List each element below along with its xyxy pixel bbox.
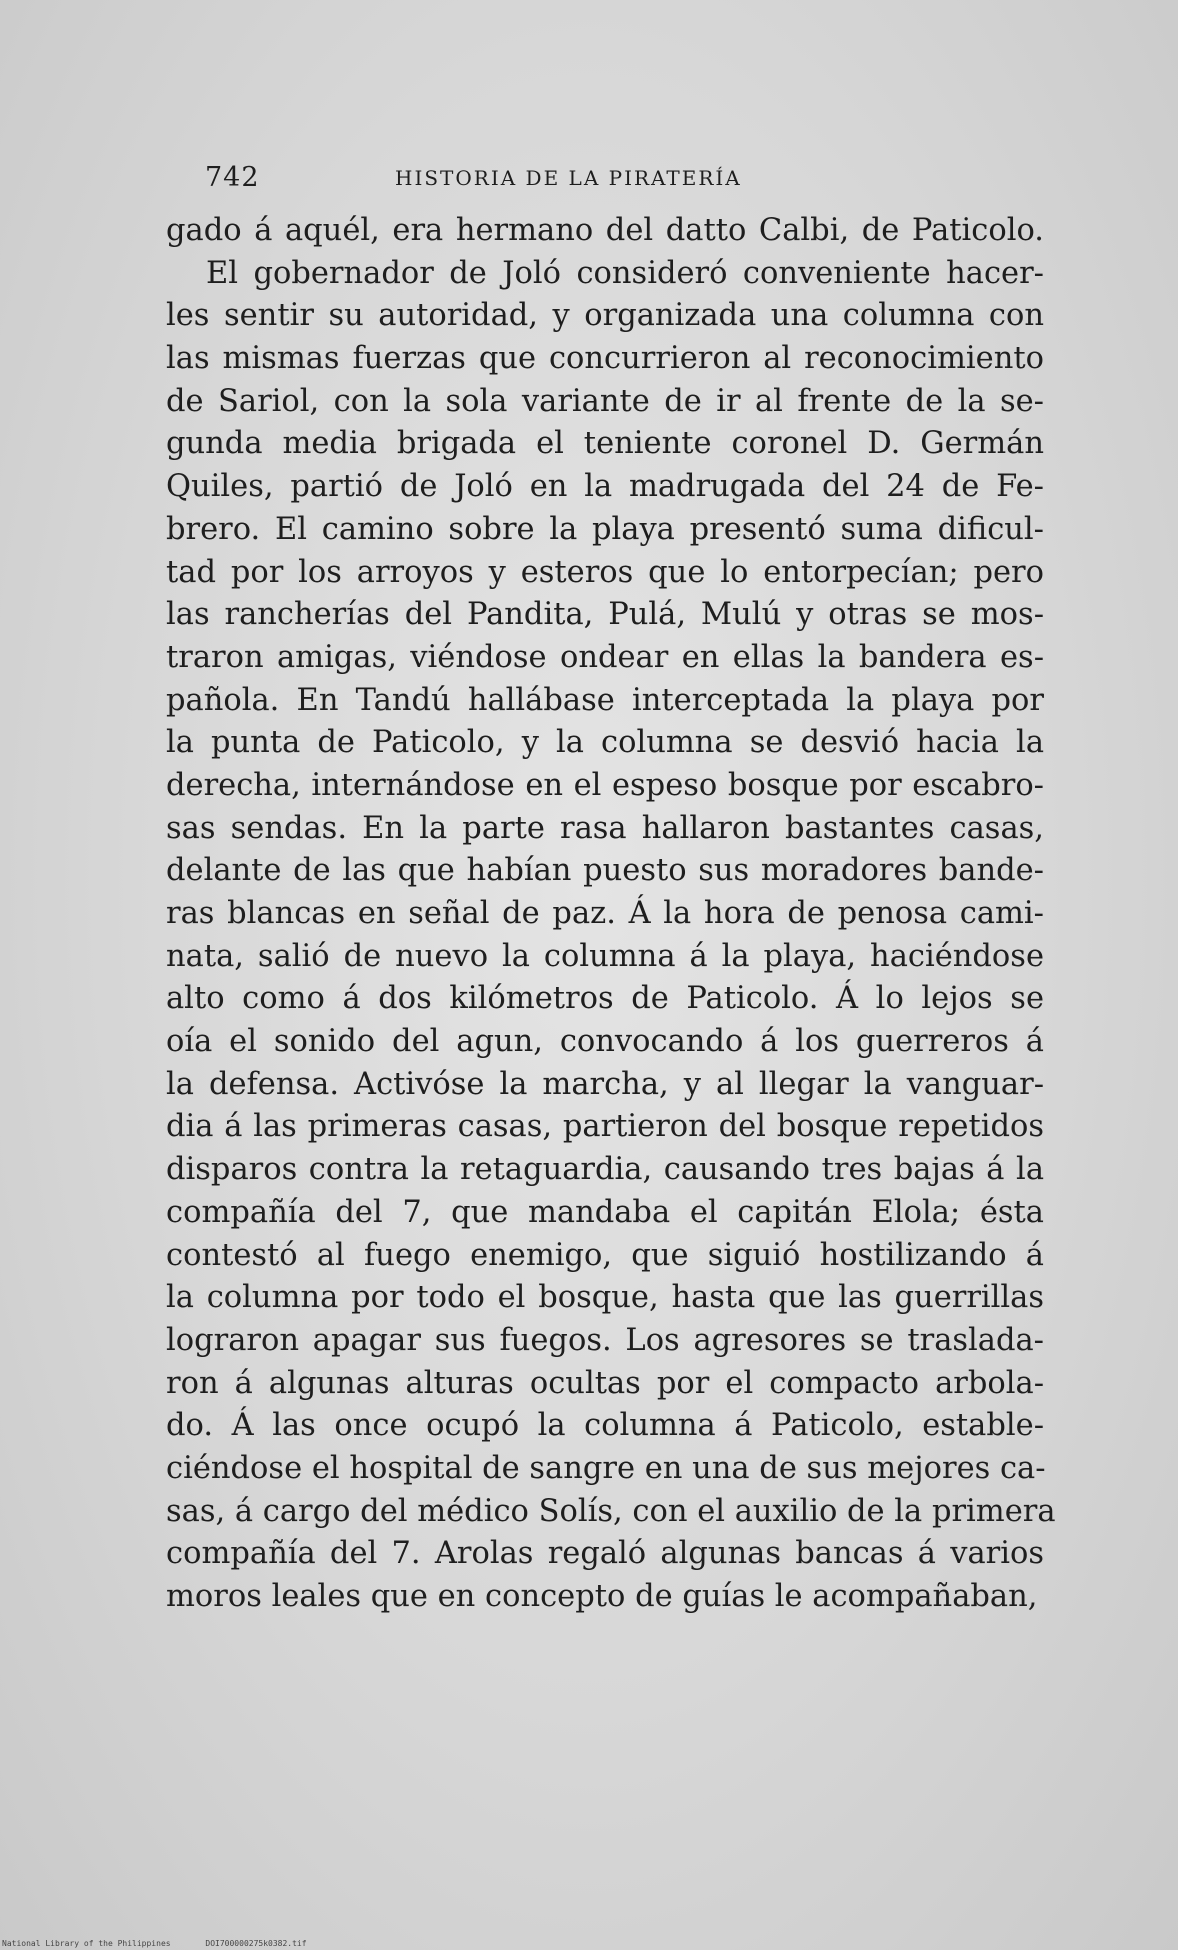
text-line: compañía del 7. Arolas regaló algunas bancas á varios <box>166 1536 1044 1572</box>
text-line: las rancherías del Pandita, Pulá, Mulú y otras se mos- <box>166 597 1044 633</box>
text-line: les sentir su autoridad, y organizada una columna con <box>166 298 1044 334</box>
text-line: las mismas fuerzas que concurrieron al reconocimiento <box>166 341 1044 377</box>
text-line: lograron apagar sus fuegos. Los agresores se traslada- <box>166 1322 1044 1358</box>
text-line: brero. El camino sobre la playa presentó suma dificul- <box>166 511 1044 547</box>
text-line: ciéndose el hospital de sangre en una de sus mejores ca- <box>166 1450 1046 1486</box>
text-line: alto como á dos kilómetros de Paticolo. Á lo lejos se <box>166 981 1044 1017</box>
text-line: gado á aquél, era hermano del datto Calbi, de Paticolo. <box>166 213 1044 248</box>
file-id: DOI700000275k0382.tif <box>205 1939 307 1948</box>
text-line: contestó al fuego enemigo, que siguió hostilizando á <box>166 1237 1044 1273</box>
text-line: disparos contra la retaguardia, causando tres bajas á la <box>166 1152 1044 1188</box>
text-line: ras blancas en señal de paz. Á la hora de penosa cami- <box>166 896 1044 931</box>
text-line: do. Á las once ocupó la columna á Paticolo, estable- <box>166 1408 1044 1444</box>
library-credit: National Library of the Philippines <box>2 1939 171 1948</box>
text-line: delante de las que habían puesto sus moradores bande- <box>166 853 1044 889</box>
text-line: pañola. En Tandú hallábase interceptada la playa por <box>166 682 1044 718</box>
page-number: 742 <box>205 162 260 193</box>
text-line: sas sendas. En la parte rasa hallaron bastantes casas, <box>166 810 1044 846</box>
running-title: HISTORIA DE LA PIRATERÍA <box>395 166 742 190</box>
text-line: gunda media brigada el teniente coronel D. Germán <box>166 426 1044 462</box>
text-line: oía el sonido del agun, convocando á los guerreros á <box>166 1024 1044 1060</box>
text-line: traron amigas, viéndose ondear en ellas la bandera es- <box>166 639 1044 675</box>
text-line: nata, salió de nuevo la columna á la playa, haciéndose <box>166 938 1044 974</box>
text-line: ron á algunas alturas ocultas por el compacto arbola- <box>166 1365 1044 1401</box>
text-line: tad por los arroyos y esteros que lo entorpecían; pero <box>166 554 1044 590</box>
text-line: Quiles, partió de Joló en la madrugada del 24 de Fe- <box>166 469 1044 505</box>
text-line: compañía del 7, que mandaba el capitán Elola; ésta <box>166 1194 1044 1230</box>
text-line: derecha, internándose en el espeso bosque por escabro- <box>166 767 1044 803</box>
text-line: moros leales que en concepto de guías le acompañaban, <box>166 1579 1038 1614</box>
page-header <box>205 156 845 196</box>
text-line: El gobernador de Joló consideró conveniente hacer- <box>206 255 1044 291</box>
scan-footer <box>2 1939 337 1948</box>
text-line: la punta de Paticolo, y la columna se desvió hacia la <box>166 725 1044 761</box>
text-line: sas, á cargo del médico Solís, con el auxilio de la primera <box>166 1493 1056 1529</box>
text-line: de Sariol, con la sola variante de ir al frente de la se- <box>166 383 1044 419</box>
body-text <box>166 210 1056 1619</box>
text-line: dia á las primeras casas, partieron del bosque repetidos <box>166 1109 1044 1145</box>
text-line: la columna por todo el bosque, hasta que las guerrillas <box>166 1280 1044 1316</box>
text-line: la defensa. Activóse la marcha, y al llegar la vanguar- <box>166 1066 1044 1102</box>
